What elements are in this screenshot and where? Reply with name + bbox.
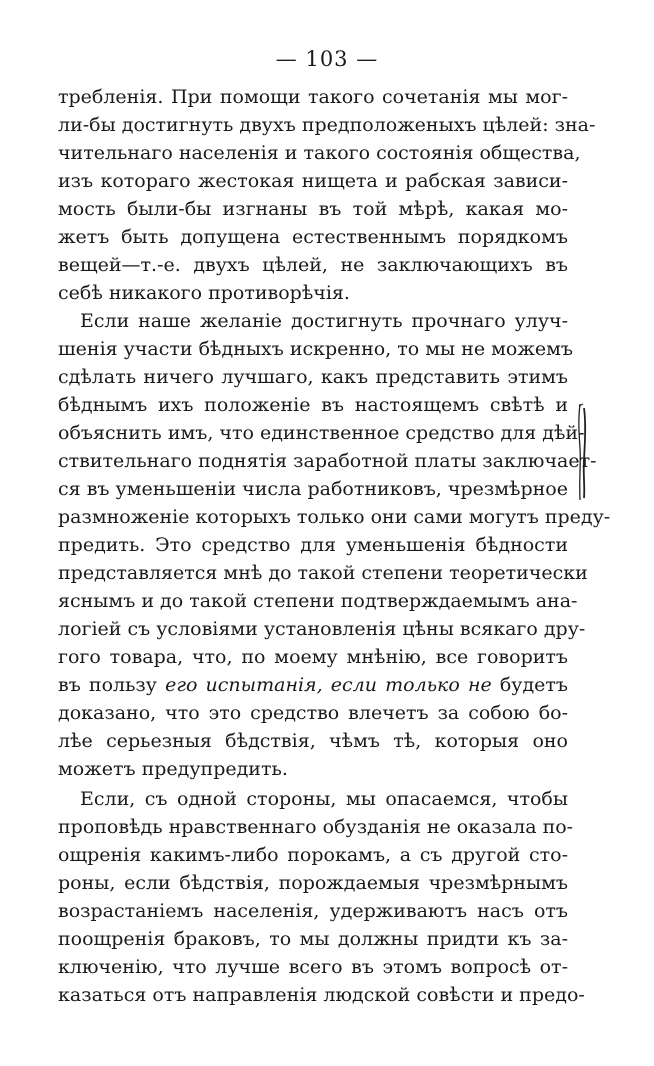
text-line: мость были-бы изгнаны въ той мѣрѣ, какая мо- <box>58 198 568 220</box>
text-line: требленія. При помощи такого сочетанія мы мог- <box>58 86 568 108</box>
text-line: шенія участи бѣдныхъ искренно, то мы не можемъ <box>58 338 573 360</box>
text-line: гого товара, что, по моему мнѣнію, все говоритъ <box>58 646 568 668</box>
text-line: можетъ предупредить. <box>58 758 288 780</box>
margin-bracket-mark <box>574 402 588 502</box>
text-line: яснымъ и до такой степени подтверждаемымъ ана- <box>58 590 578 612</box>
text-line: логіей съ условіями установленія цѣны всякаго дру- <box>58 618 586 640</box>
text-line: проповѣдь нравственнаго обузданія не оказала по- <box>58 816 574 838</box>
text-line: поощренія браковъ, то мы должны придти къ за- <box>58 928 568 950</box>
text-line: представляется мнѣ до такой степени теоретически <box>58 562 588 584</box>
text-line: вещей—т.-е. двухъ цѣлей, не заключающихъ въ <box>58 254 568 276</box>
text-line: ствительнаго поднятія заработной платы заключает- <box>58 450 597 472</box>
text-line: роны, если бѣдствія, порождаемыя чрезмѣрнымъ <box>58 872 568 894</box>
text-line: предить. Это средство для уменьшенія бѣдности <box>58 534 568 556</box>
text-line: доказано, что это средство влечетъ за собою бо- <box>58 702 568 724</box>
text-line: Если наше желаніе достигнуть прочнаго улуч- <box>80 310 568 332</box>
text-line: ощренія какимъ-либо порокамъ, а съ другой сто- <box>58 844 568 866</box>
text-line: бѣднымъ ихъ положеніе въ настоящемъ свѣтѣ и <box>58 394 568 416</box>
text-line: сдѣлать ничего лучшаго, какъ представить этимъ <box>58 366 568 388</box>
text-line: возрастаніемъ населенія, удерживаютъ насъ отъ <box>58 900 568 922</box>
text-line: казаться отъ направленія людской совѣсти и предо- <box>58 984 585 1006</box>
text-line: размноженіе которыхъ только они сами могутъ преду- <box>58 506 611 528</box>
emphasized-phrase: его испытанія, если только не <box>165 674 492 696</box>
text-line: ли-бы достигнуть двухъ предположеныхъ цѣлей: зна- <box>58 114 596 136</box>
text-line: объяснить имъ, что единственное средство для дѣй- <box>58 422 585 444</box>
text-line: ся въ уменьшеніи числа работниковъ, чрезмѣрное <box>58 478 568 500</box>
text-line: жетъ быть допущена естественнымъ порядкомъ <box>58 226 568 248</box>
text-line: себѣ никакого противорѣчія. <box>58 282 350 304</box>
text-line: чительнаго населенія и такого состоянія общества, <box>58 142 581 164</box>
text-line: Если, съ одной стороны, мы опасаемся, чтобы <box>80 788 568 810</box>
text-line: лѣе серьезныя бѣдствія, чѣмъ тѣ, которыя оно <box>58 730 568 752</box>
text-line: изъ котораго жестокая нищета и рабская зависи- <box>58 170 568 192</box>
text-line: ключенію, что лучше всего въ этомъ вопросѣ от- <box>58 956 568 978</box>
page-number: — 103 — <box>275 47 379 71</box>
text-line: въ пользу его испытанія, если только не будетъ <box>58 674 569 696</box>
